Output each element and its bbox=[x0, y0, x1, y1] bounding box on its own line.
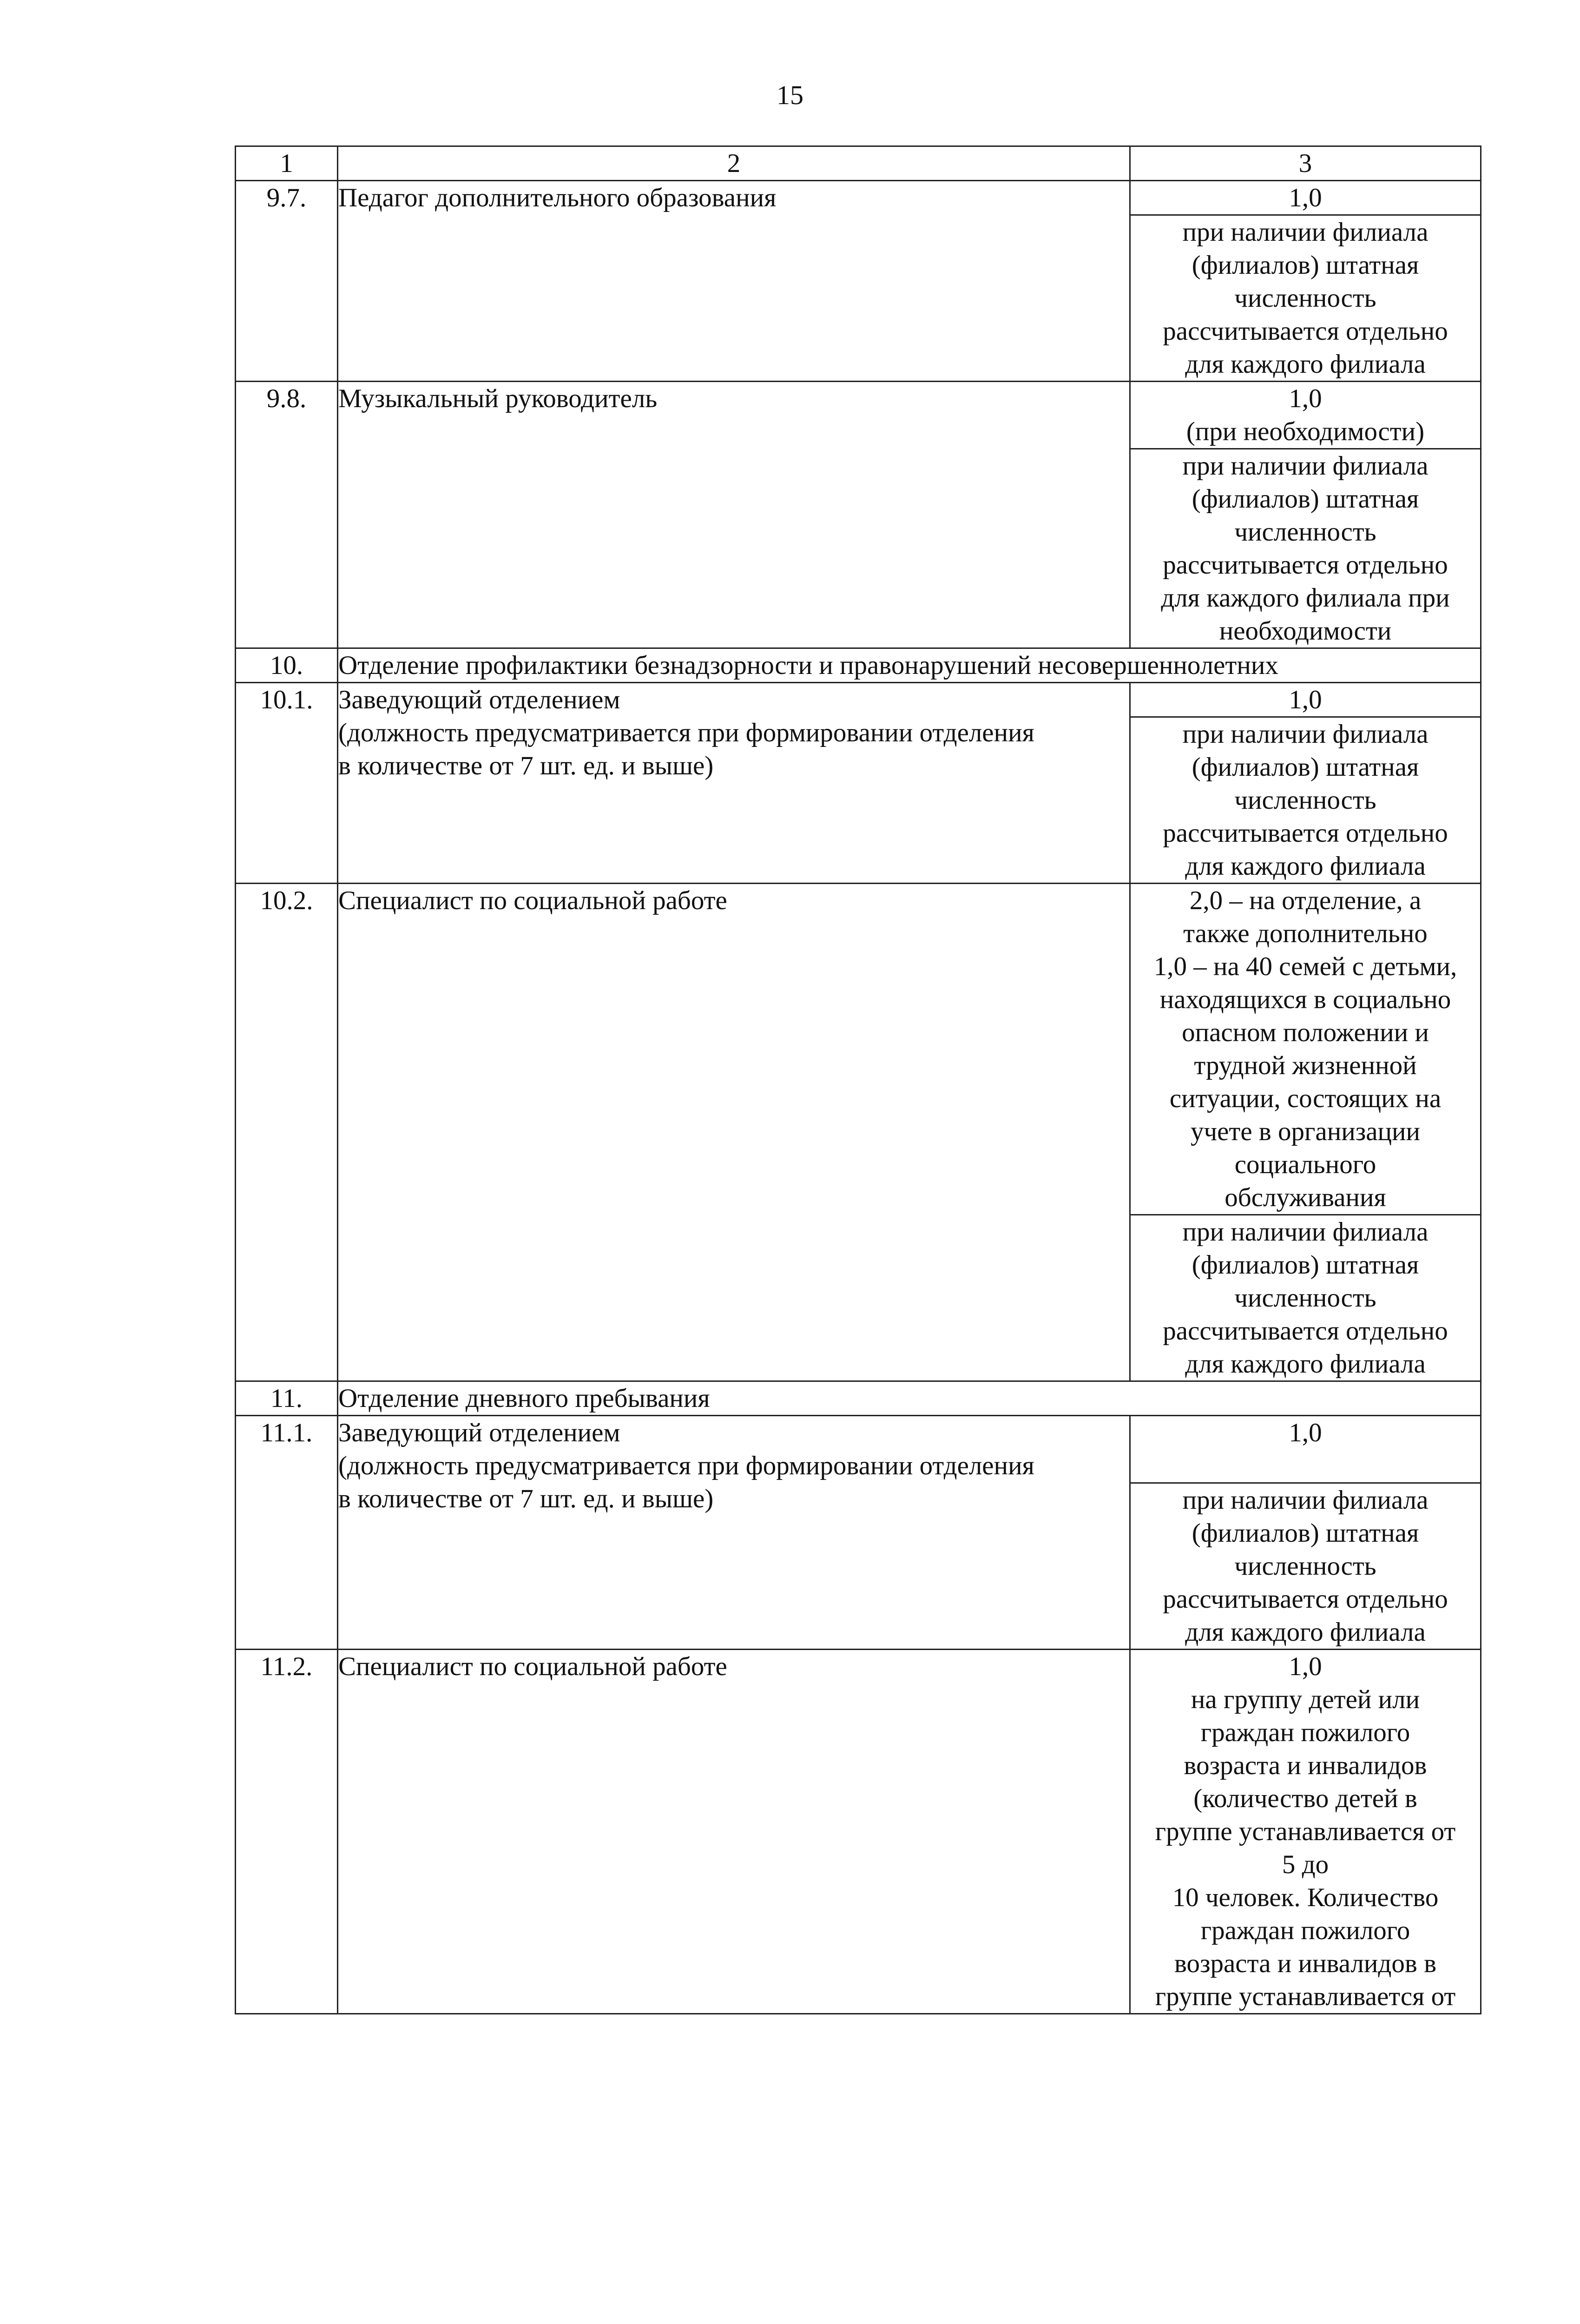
branch-note: при наличии филиала (филиалов) штатная численность рассчитывается отдельно для каждого филиала bbox=[1130, 1215, 1481, 1381]
table-row bbox=[236, 181, 1481, 215]
staff-norm: 1,0 (при необходимости) bbox=[1130, 382, 1481, 449]
staff-norm: 1,0 на группу детей или граждан пожилого возраста и инвалидов (количество детей в группе устанавливается от 5 до 10 человек. Количество граждан пожилого возраста и инвалидов в группе устанавливается от bbox=[1130, 1650, 1481, 2014]
section-row bbox=[236, 1381, 1481, 1416]
position-name: Музыкальный руководитель bbox=[338, 382, 1130, 648]
table-row bbox=[236, 683, 1481, 717]
table-row bbox=[236, 1416, 1481, 1483]
page-number: 15 bbox=[777, 80, 803, 110]
row-number: 10.1. bbox=[236, 683, 338, 884]
header-col-1: 1 bbox=[236, 146, 338, 181]
branch-note: при наличии филиала (филиалов) штатная численность рассчитывается отдельно для каждого филиала bbox=[1130, 215, 1481, 382]
position-name: Заведующий отделением (должность предусматривается при формировании отделения в количестве от 7 шт. ед. и выше) bbox=[338, 1416, 1130, 1650]
position-name: Педагог дополнительного образования bbox=[338, 181, 1130, 382]
branch-note: при наличии филиала (филиалов) штатная численность рассчитывается отдельно для каждого филиала bbox=[1130, 1483, 1481, 1650]
section-title: Отделение профилактики безнадзорности и правонарушений несовершеннолетних bbox=[338, 648, 1481, 683]
branch-note: при наличии филиала (филиалов) штатная численность рассчитывается отдельно для каждого филиала bbox=[1130, 717, 1481, 884]
row-number: 10.2. bbox=[236, 884, 338, 1381]
staff-norm: 1,0 bbox=[1130, 1416, 1481, 1483]
table-row bbox=[236, 884, 1481, 1215]
branch-note: при наличии филиала (филиалов) штатная численность рассчитывается отдельно для каждого филиала при необходимости bbox=[1130, 449, 1481, 648]
position-name: Специалист по социальной работе bbox=[338, 884, 1130, 1381]
position-name: Заведующий отделением (должность предусматривается при формировании отделения в количестве от 7 шт. ед. и выше) bbox=[338, 683, 1130, 884]
staff-norm: 1,0 bbox=[1130, 683, 1481, 717]
table-row bbox=[236, 382, 1481, 449]
row-number: 11.1. bbox=[236, 1416, 338, 1650]
section-number: 11. bbox=[236, 1381, 338, 1416]
header-col-3: 3 bbox=[1130, 146, 1481, 181]
header-col-2: 2 bbox=[338, 146, 1130, 181]
row-number: 9.8. bbox=[236, 382, 338, 648]
row-number: 11.2. bbox=[236, 1650, 338, 2014]
position-name: Специалист по социальной работе bbox=[338, 1650, 1130, 2014]
table-header-row bbox=[236, 146, 1481, 181]
row-number: 9.7. bbox=[236, 181, 338, 382]
section-number: 10. bbox=[236, 648, 338, 683]
staff-table bbox=[235, 145, 1481, 2014]
section-title: Отделение дневного пребывания bbox=[338, 1381, 1481, 1416]
staff-norm: 1,0 bbox=[1130, 181, 1481, 215]
section-row bbox=[236, 648, 1481, 683]
table-row bbox=[236, 1650, 1481, 2014]
staff-norm: 2,0 – на отделение, а также дополнительно 1,0 – на 40 семей с детьми, находящихся в социально опасном положении и трудной жизненной ситуации, состоящих на учете в организации социального обслуживания bbox=[1130, 884, 1481, 1215]
